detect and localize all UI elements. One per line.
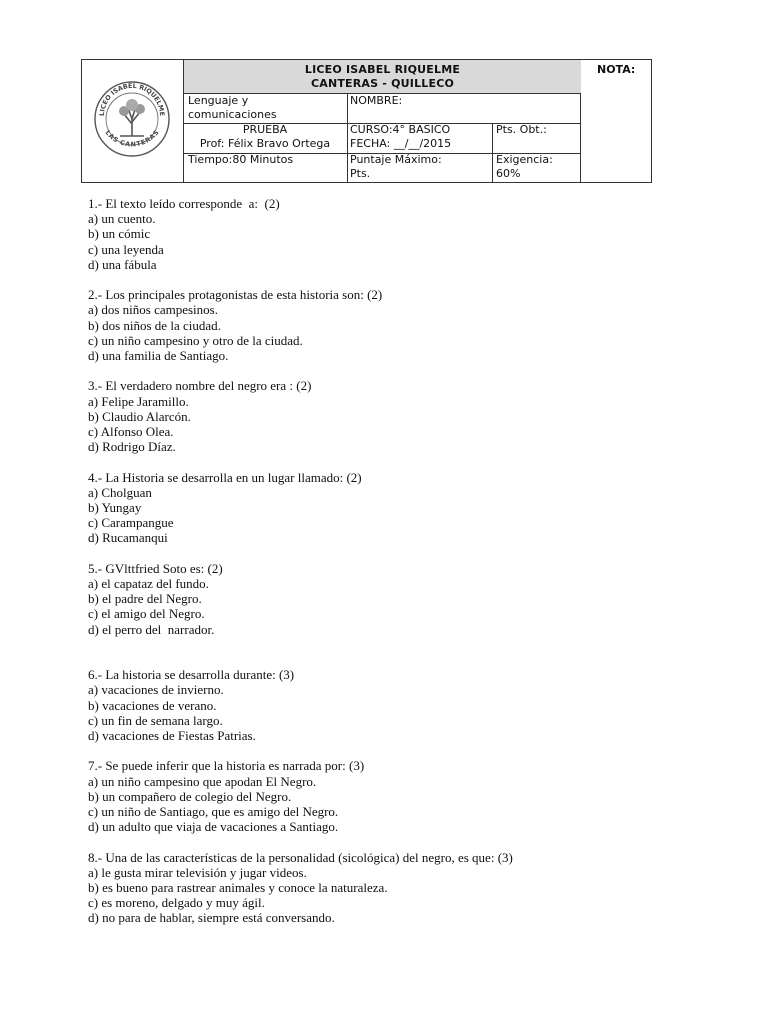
question-5 <box>88 561 708 637</box>
school-seal-icon <box>92 72 172 166</box>
question-list <box>88 196 708 941</box>
question-prompt: 1.- El texto leído corresponde a: (2) <box>88 196 280 211</box>
nombre-field[interactable]: NOMBRE: <box>350 94 403 107</box>
answer-option[interactable]: d) un adulto que viaja de vacaciones a Santiago. <box>88 819 339 835</box>
exigencia-line1: Exigencia: <box>496 153 553 166</box>
exigencia-cell <box>496 153 581 183</box>
question-1 <box>88 196 708 272</box>
question-4 <box>88 470 708 546</box>
question-7 <box>88 758 708 834</box>
pts-obt-field[interactable]: Pts. Obt.: <box>496 123 547 136</box>
answer-option[interactable]: b) dos niños de la ciudad. <box>88 317 221 333</box>
teacher-name: Prof: Félix Bravo Ortega <box>199 137 331 150</box>
answer-option[interactable]: d) Rucamanqui <box>88 530 168 546</box>
question-prompt: 3.- El verdadero nombre del negro era : (2) <box>88 378 312 394</box>
fecha-field[interactable]: FECHA: __/__/2015 <box>350 137 452 150</box>
answer-option[interactable]: b) un compañero de colegio del Negro. <box>88 788 292 804</box>
answer-option[interactable]: c) una leyenda <box>88 241 164 257</box>
answer-option[interactable]: a) un niño campesino que apodan El Negro. <box>88 773 317 789</box>
school-name: LICEO ISABEL RIQUELME <box>304 63 461 76</box>
subject-cell <box>188 94 343 124</box>
answer-option[interactable]: a) dos niños campesinos. <box>88 302 218 318</box>
answer-option[interactable]: b) vacaciones de verano. <box>88 697 217 713</box>
answer-option[interactable]: a) Felipe Jaramillo. <box>88 393 189 409</box>
tiempo-label: Tiempo:80 Minutos <box>188 153 294 166</box>
question-2 <box>88 287 708 363</box>
answer-option[interactable]: a) el capataz del fundo. <box>88 576 209 592</box>
answer-option[interactable]: c) un fin de semana largo. <box>88 712 223 728</box>
subject-line2: comunicaciones <box>188 108 277 121</box>
answer-option[interactable]: b) Yungay <box>88 500 142 516</box>
answer-option[interactable]: b) Claudio Alarcón. <box>88 408 191 424</box>
question-prompt: 8.- Una de las características de la personalidad (sicológica) del negro, es que: (3) <box>88 849 513 865</box>
answer-option[interactable]: c) el amigo del Negro. <box>88 606 205 622</box>
answer-option[interactable]: a) Cholguan <box>88 484 152 500</box>
answer-option[interactable]: d) una fábula <box>88 256 157 272</box>
answer-option[interactable]: a) un cuento. <box>88 211 156 227</box>
school-location: CANTERAS - QUILLECO <box>310 77 455 90</box>
nota-label: NOTA: <box>597 63 636 76</box>
answer-option[interactable]: d) vacaciones de Fiestas Patrias. <box>88 728 256 744</box>
exam-header-table <box>81 59 652 183</box>
question-3 <box>88 378 708 454</box>
question-prompt: 5.- GVlttfried Soto es: (2) <box>88 560 223 576</box>
answer-option[interactable]: b) es bueno para rastrear animales y conoce la naturaleza. <box>88 880 388 896</box>
answer-option[interactable]: d) una familia de Santiago. <box>88 348 229 364</box>
answer-option[interactable]: d) el perro del narrador. <box>88 621 215 637</box>
answer-option[interactable]: c) Alfonso Olea. <box>88 424 174 440</box>
answer-option[interactable]: d) Rodrigo Díaz. <box>88 439 176 455</box>
prueba-cell <box>184 123 346 153</box>
exigencia-line2: 60% <box>496 167 521 180</box>
curso-label: CURSO:4° BASICO <box>350 123 451 136</box>
subject-line1: Lenguaje y <box>188 94 249 107</box>
question-prompt: 7.- Se puede inferir que la historia es narrada por: (3) <box>88 758 365 774</box>
answer-option[interactable]: a) le gusta mirar televisión y jugar videos. <box>88 864 307 880</box>
seal-top-text: LICEO ISABEL RIQUELME <box>97 81 167 117</box>
school-title <box>184 60 581 93</box>
answer-option[interactable]: d) no para de hablar, siempre está conversando. <box>88 910 335 926</box>
puntaje-line2: Pts. <box>350 167 371 180</box>
answer-option[interactable]: c) Carampangue <box>88 515 174 531</box>
question-prompt: 4.- La Historia se desarrolla en un lugar llamado: (2) <box>88 469 362 485</box>
question-prompt: 6.- La historia se desarrolla durante: (3) <box>88 667 295 683</box>
seal-bottom-text: LAS CANTERAS <box>103 128 161 149</box>
question-8 <box>88 850 708 926</box>
puntaje-cell <box>350 153 490 183</box>
question-6 <box>88 667 708 743</box>
curso-cell <box>350 123 490 153</box>
answer-option[interactable]: c) es moreno, delgado y muy ágil. <box>88 895 265 911</box>
logo-cell <box>82 60 184 182</box>
answer-option[interactable]: b) un cómic <box>88 226 151 242</box>
answer-option[interactable]: c) un niño campesino y otro de la ciudad. <box>88 332 303 348</box>
prueba-label: PRUEBA <box>242 123 288 136</box>
answer-option[interactable]: a) vacaciones de invierno. <box>88 682 224 698</box>
answer-option[interactable]: b) el padre del Negro. <box>88 591 202 607</box>
puntaje-line1: Puntaje Máximo: <box>350 153 442 166</box>
answer-option[interactable]: c) un niño de Santiago, que es amigo del Negro. <box>88 804 339 820</box>
question-prompt: 2.- Los principales protagonistas de esta historia son: (2) <box>88 287 383 303</box>
